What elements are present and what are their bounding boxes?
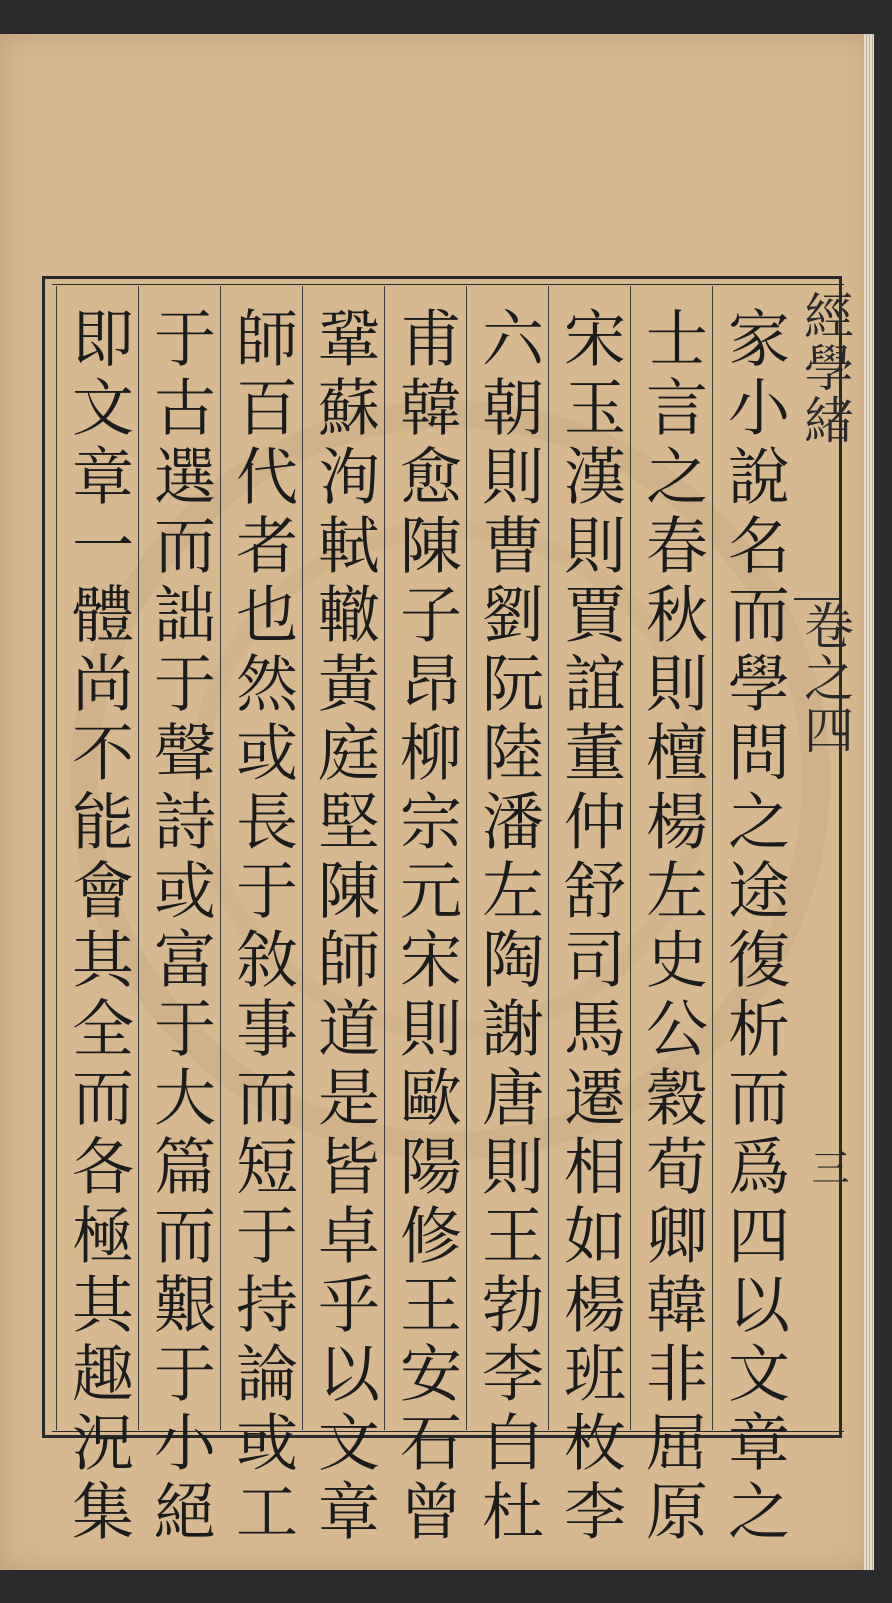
text-column-5 [384,286,466,1548]
column-text: 士言之春秋則檀楊左史公穀荀卿韓非屈原 [635,306,709,1548]
text-column-6 [302,286,384,1548]
page-edge [864,34,874,1570]
banxin-title: 經學緒 [796,290,854,446]
banxin-strip [794,278,840,1436]
column-text: 宋玉漢則賈誼董仲舒司馬遷相如楊班枚李 [553,306,627,1548]
column-text: 家小說名而學問之途復析而爲四以文章之 [717,306,791,1548]
column-text: 鞏蘇洵軾轍黃庭堅陳師道是皆卓乎以文章 [307,306,381,1548]
text-column-7 [220,286,302,1548]
column-text: 師百代者也然或長于敘事而短于持論或工 [225,306,299,1548]
column-text: 甫韓愈陳子昂柳宗元宋則歐陽修王安石曾 [389,306,463,1548]
text-column-3 [548,286,630,1548]
column-text: 于古選而詘于聲詩或富于大篇而艱于小絕 [143,306,217,1548]
text-column-4 [466,286,548,1548]
text-column-8 [138,286,220,1548]
banxin-page-number: 三 [805,1148,849,1186]
column-text: 即文章一體尚不能會其全而各極其趣況集 [61,306,135,1548]
banxin-juan: 卷之四 [796,600,854,756]
text-column-9 [56,286,138,1548]
text-column-2 [630,286,712,1548]
column-text: 六朝則曹劉阮陸潘左陶謝唐則王勃李白杜 [471,306,545,1548]
text-column-1 [712,286,794,1548]
